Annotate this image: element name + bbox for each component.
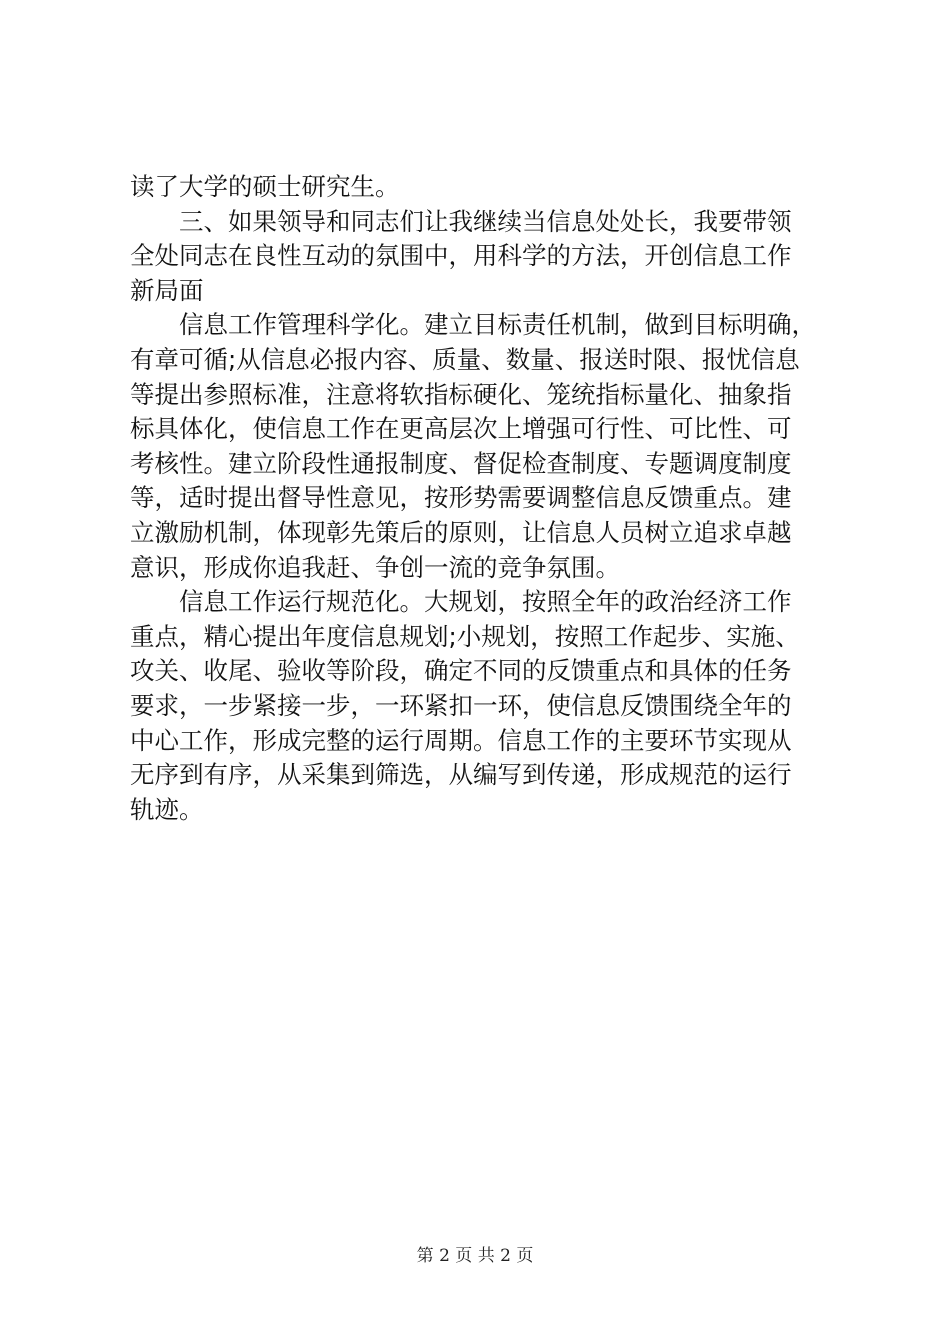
text-line-16: 要求，一步紧接一步，一环紧扣一环，使信息反馈围绕全年的 <box>130 690 792 720</box>
text-line-1: 读了大学的硕士研究生。 <box>130 172 400 201</box>
text-line-3: 全处同志在良性互动的氛围中，用科学的方法，开创信息工作 <box>130 241 792 271</box>
text-line-14: 重点，精心提出年度信息规划;小规划，按照工作起步、实施、 <box>130 621 800 651</box>
body-text <box>130 170 830 827</box>
text-line-5: 信息工作管理科学化。建立目标责任机制，做到目标明确， <box>179 310 816 340</box>
text-line-8: 标具体化，使信息工作在更高层次上增强可行性、可比性、可 <box>130 414 792 444</box>
text-line-15: 攻关、收尾、验收等阶段，确定不同的反馈重点和具体的任务 <box>130 656 792 686</box>
text-line-11: 立激励机制，体现彰先策后的原则，让信息人员树立追求卓越 <box>130 517 792 547</box>
text-line-19: 轨迹。 <box>130 794 204 824</box>
text-line-4: 新局面 <box>130 275 204 305</box>
text-line-18: 无序到有序，从采集到筛选，从编写到传递，形成规范的运行 <box>130 760 792 790</box>
text-line-6: 有章可循;从信息必报内容、质量、数量、报送时限、报忧信息 <box>130 344 800 374</box>
text-line-17: 中心工作，形成完整的运行周期。信息工作的主要环节实现从 <box>130 725 792 755</box>
text-line-12: 意识，形成你追我赶、争创一流的竞争氛围。 <box>130 552 620 582</box>
page-number-footer: 第 2 页 共 2 页 <box>416 1246 534 1266</box>
text-line-10: 等，适时提出督导性意见，按形势需要调整信息反馈重点。建 <box>130 483 792 513</box>
text-line-2: 三、如果领导和同志们让我继续当信息处处长，我要带领 <box>179 206 792 236</box>
text-line-9: 考核性。建立阶段性通报制度、督促检查制度、专题调度制度 <box>130 448 792 478</box>
text-line-13: 信息工作运行规范化。大规划，按照全年的政治经济工作 <box>179 587 792 617</box>
text-line-7: 等提出参照标准，注意将软指标硬化、笼统指标量化、抽象指 <box>130 379 792 409</box>
